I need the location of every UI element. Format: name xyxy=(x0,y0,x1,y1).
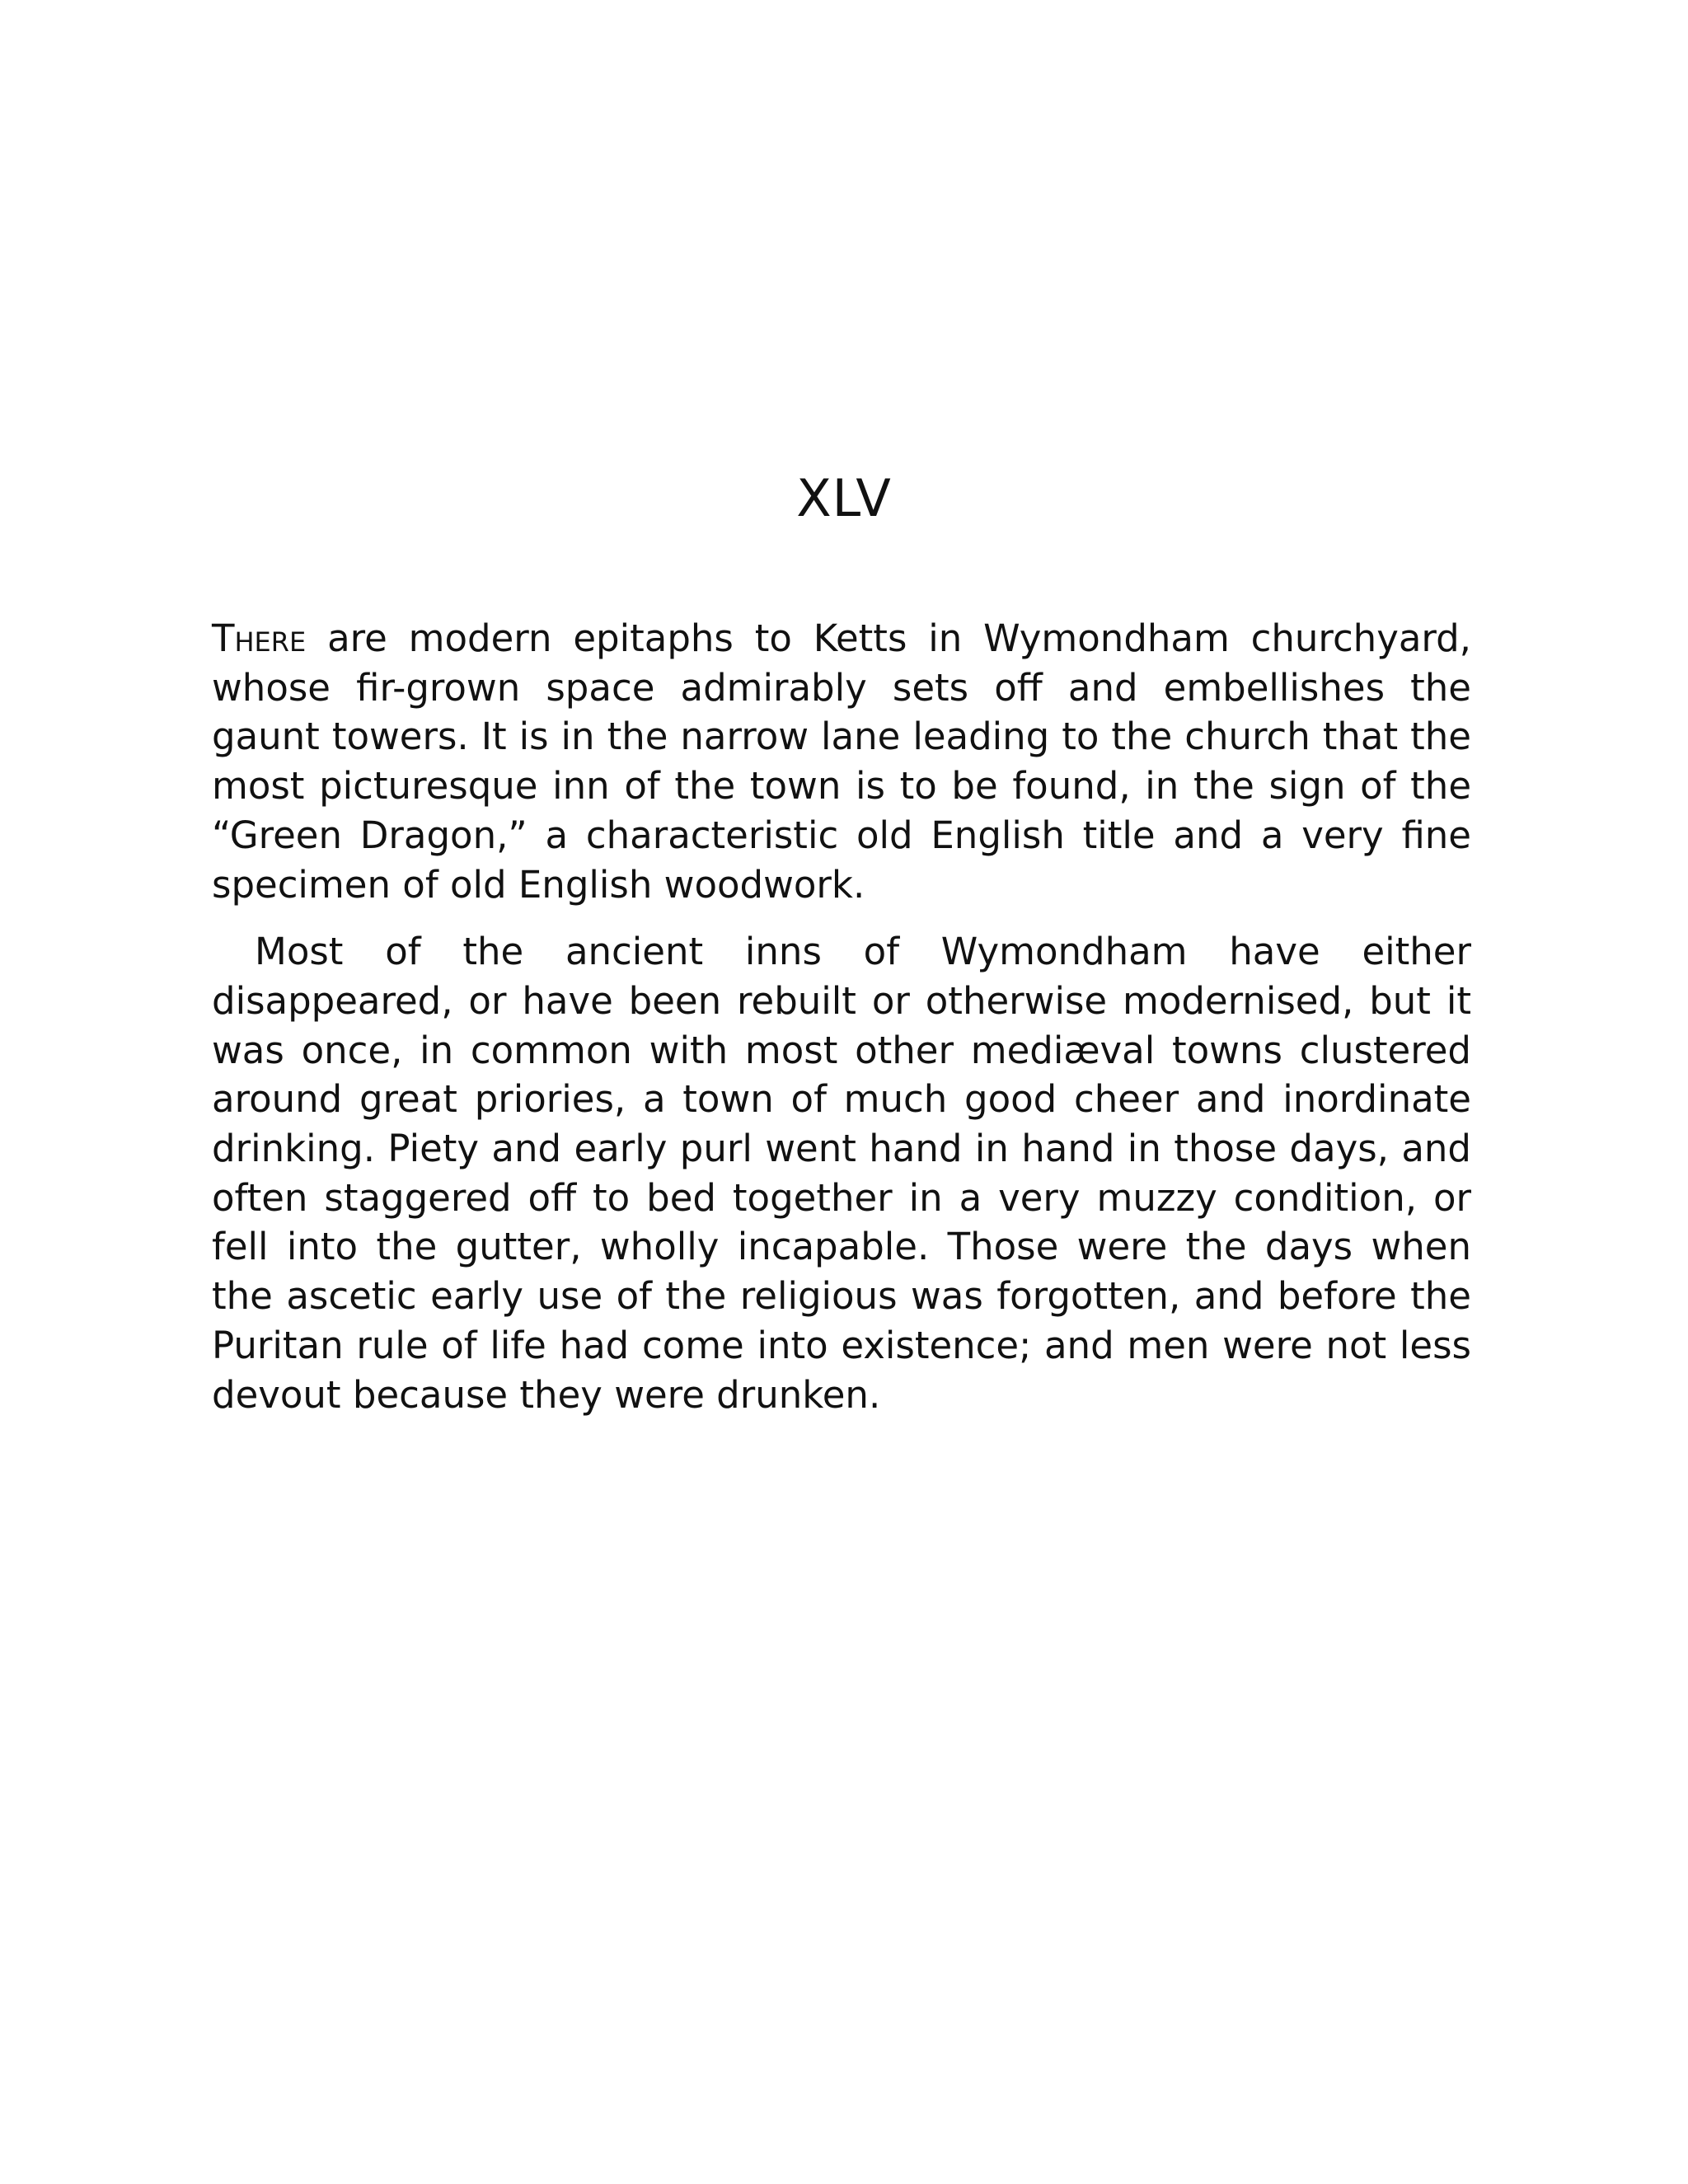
paragraph-1-text: are modern epitaphs to Ketts in Wymondham churchyard, whose fir-grown space admirably sets off and embellishes the gaunt towers. It is in the narrow lane leading to the church that the most picturesque inn of the town is to be found, in the sign of the “Green Dragon,” a characteristic old English title and a very fine specimen of old English woodwork. xyxy=(212,616,1471,907)
paragraph-2-text: Most of the ancient inns of Wymondham have either disappeared, or have been rebuilt or otherwise modernised, but it was once, in common with most other mediæval towns clustered around great priories, a town of much good cheer and inordinate drinking. Piety and early purl went hand in hand in those days, and often staggered off to bed together in a very muzzy condition, or fell into the gutter, wholly incapable. Those were the days when the ascetic early use of the religious was forgotten, and before the Puritan rule of life had come into existence; and men were not less devout because they were drunken. xyxy=(212,930,1471,1417)
small-caps-lead-word: There xyxy=(212,616,307,660)
chapter-heading: XLV xyxy=(796,468,892,528)
body-text xyxy=(212,614,1471,1419)
paragraph-2 xyxy=(212,927,1471,1419)
paragraph-1 xyxy=(212,614,1471,909)
